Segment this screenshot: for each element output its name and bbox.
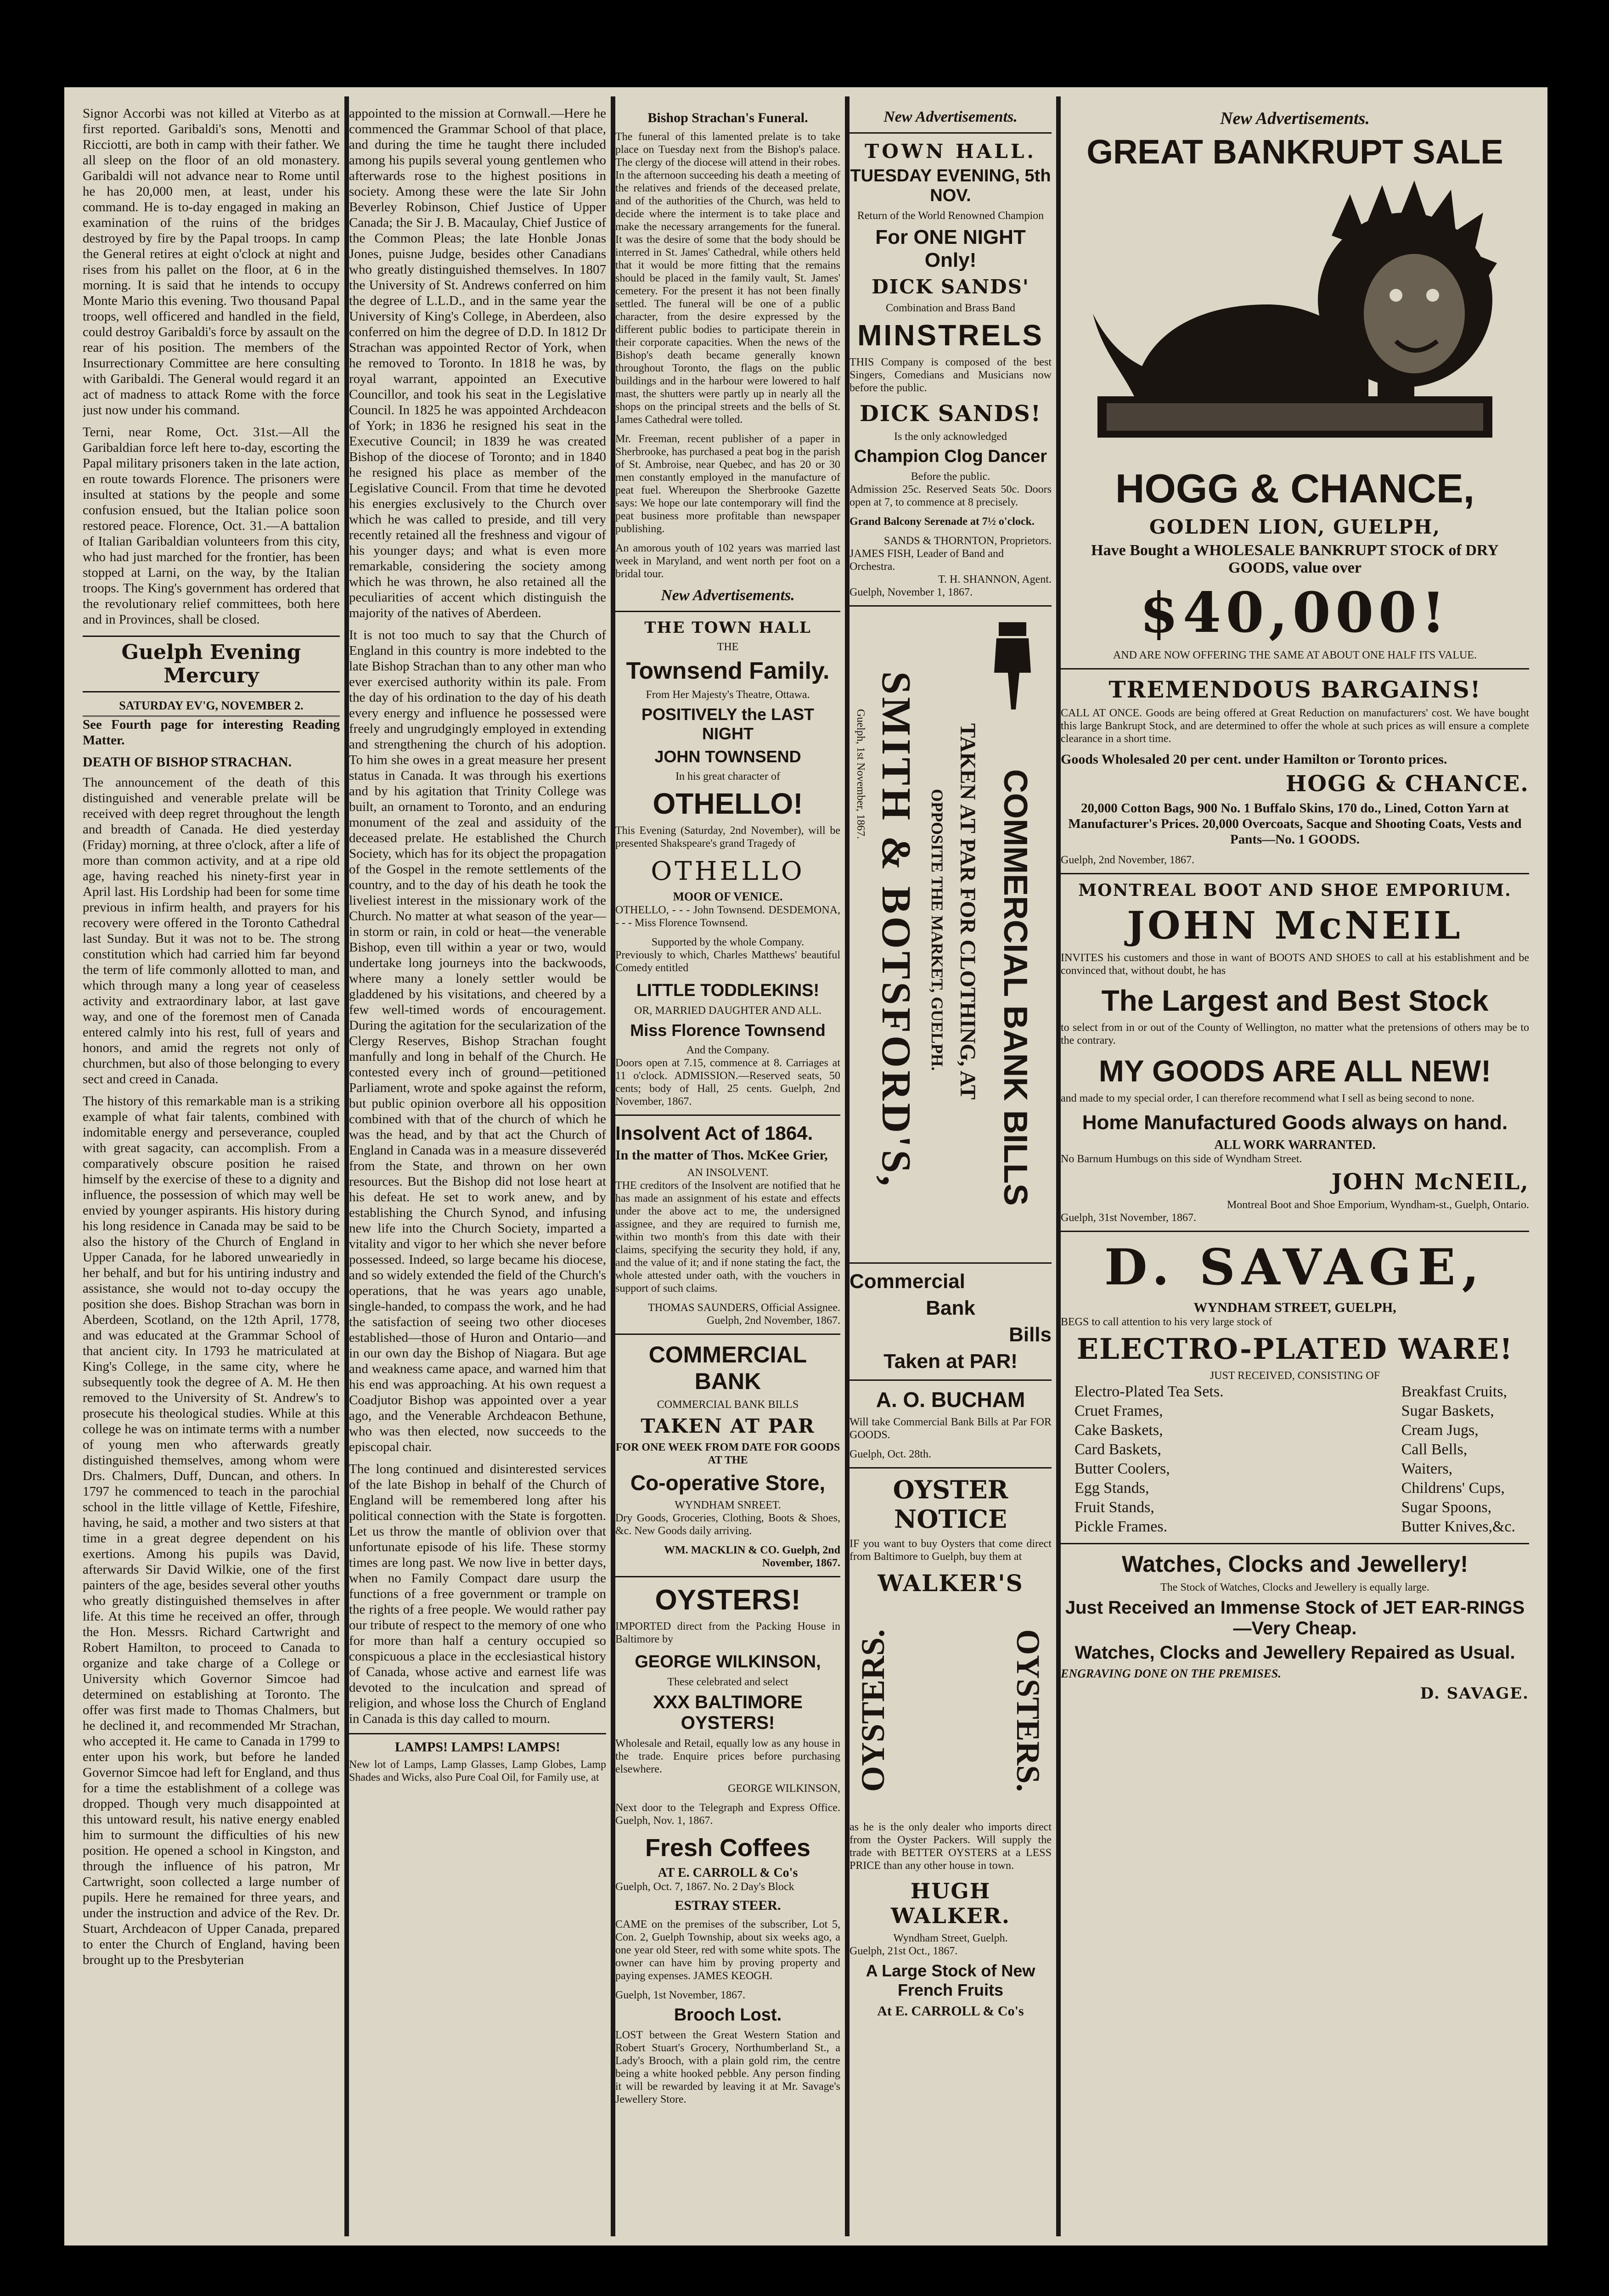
florence-news: Terni, near Rome, Oct. 31st.—All the Garibaldian force left here to-day, escorting the Papal military prisoners taken in the late action, en route towards Florence. The prisoners were insulted at stations by the people and some confusion ensued, but the Italian police soon restored peace. Florence, Oct. 31.—A battalion of Italian Garibaldian volunteers from this city, who had just marched for the frontier, has been stopped at Larni, on the way, by the Italian troops. The King's government has ordered that the revolutionary relief committees, both here and in Provinces, shall be closed. bbox=[83, 425, 340, 627]
little-toddlekins: LITTLE TODDLEKINS! bbox=[636, 981, 820, 1000]
list-item: Electro-Plated Tea Sets. bbox=[1075, 1383, 1224, 1400]
combination: Combination and Brass Band bbox=[886, 302, 1015, 314]
new-ads-heading: New Advertisements. bbox=[883, 108, 1018, 125]
dry-goods: Dry Goods, Groceries, Clothing, Boots & Shoes, &c. New Goods daily arriving. bbox=[615, 1512, 840, 1537]
xxx-baltimore: XXX BALTIMORE OYSTERS! bbox=[653, 1692, 803, 1733]
cb-bills: COMMERCIAL BANK BILLS bbox=[657, 1399, 799, 1411]
insolvent-act: Insolvent Act of 1864. bbox=[615, 1122, 813, 1144]
golden-lion: GOLDEN LION, GUELPH, bbox=[1149, 516, 1441, 538]
death-article-p1: The announcement of the death of this distinguished and venerable prelate will be received with deep regret throughout the length and breadth of Canada. He died yesterday (Friday) morning, at three o'clock, after a life of more than common activity, and at a ripe old age, having reached his ninety-first year in April last. His Lordship had been for some time previous in infirm health, and prayers for his recovery were offered in the Toronto Cathedral last Sunday. But it was not to be. The strong constitution which had carried him far beyond the term of life commonly allotted to man, and which through many a long year of ceaseless activity and extraordinary labor, at last gave way, and one of the foremost men of Canada entered calmly into his rest, full of years and honors, and amid the regrets not only of churchmen, but also of those belonging to every sect and creed in Canada. bbox=[83, 775, 340, 1086]
garibaldi-news: Signor Accorbi was not killed at Viterbo as at first reported. Garibaldi's sons, Menotti and Ricciotti, are both in camp with their father. We all sleep on the floor of an old monastery. Garibaldi will not advance near to Rome until he has 20,000 men, at least, under his command. He is to-day engaged in making an examination of the ruins of the bridges destroyed by fire by the Papal troops. In camp the General retires at eight o'clock at night and rises from his pallet on the floor, at 6 in the morning. It is said that he intends to occupy Monte Mario this evening. Two thousand Papal troops, well officered and handled in the field, could destroy Garibaldi's force by assault on the rear of his position. The members of the Insurrectionary Committee are here consulting with Garibaldi. The General would regard it an act of madness to attack Rome with the force just now under his command. bbox=[83, 106, 340, 417]
funeral-headline: Bishop Strachan's Funeral. bbox=[647, 110, 808, 125]
column-5 bbox=[1061, 106, 1529, 2227]
special-order: and made to my special order, I can therefore recommend what I sell as being second to none. bbox=[1061, 1092, 1474, 1104]
wholesaled: Goods Wholesaled 20 per cent. under Hamilton or Toronto prices. bbox=[1061, 752, 1447, 767]
list-item: Cake Baskets, bbox=[1075, 1422, 1163, 1439]
see-fourth-page: See Fourth page for interesting Reading Matter. bbox=[83, 717, 340, 748]
list-item: Call Bells, bbox=[1401, 1441, 1468, 1458]
list-item: Fruit Stands, bbox=[1075, 1499, 1154, 1516]
hogg-chance-signature: HOGG & CHANCE. bbox=[1285, 771, 1529, 797]
death-article-p2: The history of this remarkable man is a striking example of what fair talents, combined with indomitable energy and perseverance, coupled with great sagacity, can accomplish. From a comparatively obscure position he raised himself by the exercise of these to a dignity and influence, the possession of which may well be envied by younger aspirants. His history during his long residence in Canada may be said to be also the history of the Church of England in Upper Canada, for he labored unweariedly in her behalf, and but for his untiring industry and assistance, she would not to-day occupy the position she does. Bishop Strachan was born in Aberdeen, Scotland, on the 12th April, 1778, and was educated at the Grammar School of that ancient city. In 1793 he matriculated at King's College, in the same city, where he subsequently took the degree of A. M. He then removed to the University of St. Andrew's to prosecute his theological studies. While at this college he was on intimate terms with a number of young men who afterwards greatly distinguished themselves, among whom were Drs. Chalmers, Duff, Duncan, and others. In 1797 he commenced to teach in the parochial school in the little village of Kettle, Fifeshire, having, he said, a mother and two sisters at that time in a great degree dependent on his exertions. Among his pupils was David, afterwards Sir David Wilkie, one of the first painters of the age, besides several other youths who greatly distinguished themselves in after life. At this time he received an offer, through the Hon. Messrs. Richard Cartwright and Robert Hamilton, to proceed to Canada to organize and take charge of a College or University which Governor Simcoe had determined on establishing at Toronto. The offer was first made to Thomas Chalmers, but he declined it, and recommended Mr Strachan, who accepted it. He came to Canada in 1799 to enter upon his work, but before he landed Governor Simcoe had left for England, and thus for a time the establishment of a college was dropped. Though very much disappointed at this untoward result, his native energy enabled him to surmount the difficulties of his new position. He opened a school in Kingston, and through the influence of his patron, Mr Cartwright, soon collected a large number of pupils. Here he remained for three years, and under the instruction and advice of the Rev. Dr. Stuart, Archdeacon of Upper Canada, prepared to enter the Church of England, having been brought up to the Presbyterian bbox=[83, 1094, 340, 1967]
estray-date: Guelph, 1st November, 1867. bbox=[615, 1989, 745, 2001]
wyndham-street: WYNDHAM SNREET. bbox=[675, 1499, 781, 1511]
oyster-text: IF you want to buy Oysters that come direct from Baltimore to Guelph, buy them at bbox=[850, 1538, 1052, 1563]
column-rule bbox=[611, 96, 615, 2236]
bucham-date: Guelph, Oct. 28th. bbox=[850, 1448, 931, 1460]
goods-all-new: MY GOODS ARE ALL NEW! bbox=[1098, 1054, 1491, 1088]
hc-date: Guelph, 2nd November, 1867. bbox=[1061, 854, 1194, 866]
town-hall-heading: THE TOWN HALL bbox=[644, 619, 811, 637]
minstrels-heading: MINSTRELS bbox=[857, 319, 1044, 352]
watches-heading: Watches, Clocks and Jewellery! bbox=[1121, 1551, 1468, 1577]
celebrated: These celebrated and select bbox=[667, 1676, 788, 1688]
electro-items-left bbox=[1075, 1382, 1224, 1536]
great-character: In his great character of bbox=[675, 771, 780, 782]
oysters-vertical-left: OYSTERS. bbox=[855, 1629, 891, 1792]
admission: Admission 25c. Reserved Seats 50c. Doors open at 7, to commence at 8 precisely. bbox=[850, 484, 1052, 508]
tuesday-evening: TUESDAY EVENING, 5th NOV. bbox=[850, 166, 1051, 205]
newspaper-masthead: Guelph Evening Mercury bbox=[83, 636, 340, 692]
to-select: to select from in or out of the County of Wellington, no matter what the pretensions of others may be to the contrary. bbox=[1061, 1022, 1529, 1047]
electro-plated: ELECTRO-PLATED WARE! bbox=[1076, 1332, 1513, 1366]
strachan-article-p4: It is not too much to say that the Church of England in this country is more indebted to the late Bishop Strachan than to any other man who ever exercised authority within its pale. From the day of his ordination to the day of his death every energy and influence he possessed were freely and ungrudgingly employed in extending and strengthening the church of his adoption. To him she owes in a great measure her present status in Canada. It was through his exertions and by his agitation that Trinity College was built, an ornament to Toronto, and an enduring monument of the zeal and assiduity of the deceased prelate. He established the Church Society, which has for its object the propagation of the Gospel in the remote settlements of the country, and to the day of his death he took the liveliest interest in the missionary work of the Church. No matter at what season of the year—in storm or rain, in cold or heat—the venerable Bishop, even till within a year or two, would undertake long journeys into the backwoods, where many a lonely settler would be gladdened by his visitations, and cheered by a few well-timed words of encouragement. During the agitation for the secularization of the Clergy Reserves, Bishop Strachan fought manfully and long in behalf of the Church. He contested every inch of ground—petitioned Parliament, wrote and spoke against the reform, but public opinion overbore all his opposition combined with that of the church of which he was the head, and by that act the Church of England in Canada was in a measure disseveréd from the State, and thrown on her own resources. But the Bishop did not lose heart at his defeat. He set to work anew, and by establishing the Church Synod, and infusing new life into the Church Society, imparted a vitality and vigor to her which she never before possessed. Indeed, so large became his diocese, and so widely extended the field of the Church's operations, that he was years ago unable, single-handed, to compass the work, and he had the satisfaction of seeing two other dioceses established—those of Huron and Ontario—and in our own day the Bishop of Niagara. But age and weakness came apace, and warned him that his end was approaching. At his own request a Coadjutor Bishop was appointed over a year ago, and the Venerable Archdeacon Bethune, who was then elected, now succeeds to the episcopal chair. bbox=[349, 628, 606, 1454]
walker-date: Guelph, 21st Oct., 1867. bbox=[850, 1945, 958, 1957]
list-item: Pickle Frames. bbox=[1075, 1518, 1168, 1535]
previously: Previously to which, Charles Matthews' beautiful Comedy entitled bbox=[615, 949, 840, 974]
list-item: Egg Stands, bbox=[1075, 1480, 1149, 1497]
from-theatre: From Her Majesty's Theatre, Ottawa. bbox=[646, 689, 810, 701]
bucham-heading: A. O. BUCHAM bbox=[876, 1388, 1025, 1412]
champion-clog: Champion Clog Dancer bbox=[854, 447, 1047, 466]
brooch-lost: Brooch Lost. bbox=[674, 2005, 782, 2025]
electro-items-right bbox=[1401, 1382, 1515, 1536]
dick-sands-name: DICK SANDS! bbox=[860, 401, 1041, 427]
insolvent-text: THE creditors of the Insolvent are notified that he has made an assignment of his estate and effects under the above act to me, the undersigned assignee, and they are required to furnish me, within two month's from this date with their claims, specifying the security they hold, if any, and the value of it; and if none stating the fact, the whole attested under oath, with the vouchers in support of such claims. bbox=[615, 1180, 840, 1294]
positively-last-night: POSITIVELY the LAST NIGHT bbox=[641, 705, 815, 743]
moor-of-venice: MOOR OF VENICE. bbox=[673, 890, 783, 903]
lamps-text: New lot of Lamps, Lamp Glasses, Lamp Globes, Lamp Shades and Wicks, also Pure Coal Oil, for Family use, at bbox=[349, 1759, 606, 1784]
list-item: Butter Knives,&c. bbox=[1401, 1518, 1515, 1535]
divider bbox=[850, 1262, 1052, 1264]
engraving: ENGRAVING DONE ON THE PREMISES. bbox=[1061, 1667, 1281, 1680]
estray-text: CAME on the premises of the subscriber, Lot 5, Con. 2, Guelph Township, about six weeks ago, a one year old Steer, red with some white spots. The owner can have him by proving property and paying expenses. JAMES KEOGH. bbox=[615, 1919, 840, 1982]
fresh-coffees: Fresh Coffees bbox=[645, 1834, 811, 1862]
this-evening: This Evening (Saturday, 2nd November), will be presented Shakspeare's grand Tragedy of bbox=[615, 825, 840, 850]
divider bbox=[615, 1334, 840, 1335]
home-manufactured: Home Manufactured Goods always on hand. bbox=[1082, 1111, 1508, 1134]
walker-street: Wyndham Street, Guelph. bbox=[893, 1932, 1008, 1944]
carroll-fruits: At E. CARROLL & Co's bbox=[877, 2003, 1024, 2019]
column-3 bbox=[615, 106, 840, 2227]
dick-sands-heading: DICK SANDS' bbox=[872, 276, 1030, 298]
column-rule bbox=[1056, 96, 1061, 2236]
divider bbox=[615, 1114, 840, 1116]
before-public: Before the public. bbox=[911, 471, 990, 483]
commercial-bank-bills-vertical: COMMERCIAL BANK BILLS bbox=[997, 769, 1034, 1206]
jet-ear-rings: Just Received an Immense Stock of JET EAR-RINGS—Very Cheap. bbox=[1065, 1598, 1525, 1638]
list-item: Cream Jugs, bbox=[1401, 1422, 1479, 1439]
bucham-text: Will take Commercial Bank Bills at Par FOR GOODS. bbox=[850, 1416, 1052, 1441]
othello-heading: OTHELLO! bbox=[653, 787, 803, 820]
no-barnum: No Barnum Humbugs on this side of Wyndham Street. bbox=[1061, 1153, 1302, 1165]
stock-large: The Stock of Watches, Clocks and Jewellery is equally large. bbox=[1160, 1581, 1429, 1593]
serenade: Grand Balcony Serenade at 7½ o'clock. bbox=[850, 516, 1035, 528]
bankrupt-sale: GREAT BANKRUPT SALE bbox=[1086, 133, 1503, 171]
work-warranted: ALL WORK WARRANTED. bbox=[1214, 1138, 1376, 1152]
have-bought: Have Bought a WHOLESALE BANKRUPT STOCK of DRY GOODS, value over bbox=[1091, 542, 1499, 576]
invites: INVITES his customers and those in want of BOOTS AND SHOES to call at his establishment and be convinced that, without doubt, he has bbox=[1061, 952, 1529, 977]
divider bbox=[1061, 1543, 1529, 1544]
george-wilkinson: GEORGE WILKINSON, bbox=[635, 1652, 821, 1671]
pointing-hand-icon bbox=[987, 622, 1038, 714]
divider bbox=[850, 132, 1052, 134]
dateline: SATURDAY EV'G, NOVEMBER 2. bbox=[83, 696, 340, 717]
column-rule bbox=[344, 96, 349, 2236]
savage-signature: D. SAVAGE. bbox=[1420, 1684, 1529, 1703]
wholesale-retail: Wholesale and Retail, equally low as any house in the trade. Enquire prices before purchasing elsewhere. bbox=[615, 1738, 840, 1775]
one-night-only: For ONE NIGHT Only! bbox=[875, 226, 1026, 271]
doors-open: Doors open at 7.15, commence at 8. Carriages at 11 o'clock. ADMISSION.—Reserved seats, 50 cents; body of Hall, 25 cents. Guelph, 2nd November, 1867. bbox=[615, 1057, 840, 1108]
amorous-text: An amorous youth of 102 years was married last week in Maryland, and went north per foot on a bridal tour. bbox=[615, 542, 840, 580]
taken-at-par: TAKEN AT PAR bbox=[641, 1415, 815, 1437]
proprietors: SANDS & THORNTON, Proprietors. bbox=[883, 535, 1052, 547]
new-ads-heading: New Advertisements. bbox=[661, 587, 795, 604]
commercial-bank-heading: COMMERCIAL BANK bbox=[648, 1342, 807, 1394]
coop-store: Co-operative Store, bbox=[630, 1471, 826, 1495]
largest-stock: The Largest and Best Stock bbox=[1101, 984, 1489, 1017]
mcneil-date: Guelph, 31st November, 1867. bbox=[1061, 1212, 1196, 1224]
othello-title: OTHELLO bbox=[651, 856, 805, 886]
list-item: Waiters, bbox=[1401, 1460, 1453, 1477]
call-at-once: CALL AT ONCE. Goods are being offered at Great Reduction on manufacturers' cost. We have bought this large Bankrupt Stock, and are determined to offer the whole at such prices as will ensure a complete clearance in a short time. bbox=[1061, 707, 1529, 745]
estray-heading: ESTRAY STEER. bbox=[675, 1898, 781, 1913]
vert-date: Guelph, 1st November, 1867. bbox=[855, 709, 866, 839]
list-item: Breakfast Cruits, bbox=[1401, 1383, 1508, 1400]
list-item: Sugar Baskets, bbox=[1401, 1402, 1494, 1419]
and-company: And the Company. bbox=[686, 1044, 770, 1056]
oysters-vertical-block bbox=[850, 1600, 1052, 1821]
agent: T. H. SHANNON, Agent. bbox=[938, 574, 1052, 585]
imported: IMPORTED direct from the Packing House in Baltimore by bbox=[615, 1621, 840, 1645]
guelph-date: Guelph, November 1, 1867. bbox=[850, 586, 973, 598]
insolvent-matter: In the matter of Thos. McKee Grier, bbox=[615, 1148, 828, 1163]
town-hall-heading: TOWN HALL. bbox=[865, 140, 1036, 163]
repaired: Watches, Clocks and Jewellery Repaired as Usual. bbox=[1075, 1643, 1515, 1663]
cb-taken-at-par: Taken at PAR! bbox=[883, 1350, 1018, 1373]
walkers-heading: WALKER'S bbox=[878, 1570, 1024, 1597]
death-headline: DEATH OF BISHOP STRACHAN. bbox=[83, 754, 292, 770]
married-daughter: OR, MARRIED DAUGHTER AND ALL. bbox=[634, 1005, 821, 1017]
band-leader: JAMES FISH, Leader of Band and Orchestra. bbox=[850, 548, 1004, 573]
miss-florence: Miss Florence Townsend bbox=[630, 1021, 826, 1040]
new-ads-heading: New Advertisements. bbox=[1220, 109, 1370, 128]
cast-list: OTHELLO, - - - John Townsend. DESDEMONA, - - - Miss Florence Townsend. bbox=[615, 904, 840, 929]
strachan-article-p5: The long continued and disinterested services of the late Bishop in behalf of the Church of England will be remembered long after his political connection with the State is forgotten. Let us throw the mantle of oblivion over that unfortunate episode of his life. These stormy times are long past. We now live in better days, when no Family Compact dare usurp the functions of a free government or trample on the rights of a free people. We would rather pay our tribute of respect to the memory of one who for more than half a century occupied so conspicuous a place in the ecclesiastical history of Canada, whose active and earnest life was devoted to the inculcation and spread of religion, and whose loss the Church of England in Canada is this day called to mourn. bbox=[349, 1462, 606, 1726]
begs-attention: BEGS to call attention to his very large stock of bbox=[1061, 1316, 1272, 1328]
smith-botsford-ad bbox=[850, 613, 1052, 1256]
column-2 bbox=[349, 106, 606, 2227]
just-received: JUST RECEIVED, CONSISTING OF bbox=[1210, 1370, 1380, 1382]
oysters-vertical-right: OYSTERS. bbox=[1010, 1629, 1046, 1792]
column-1 bbox=[83, 106, 340, 2227]
next-door: Next door to the Telegraph and Express Office. Guelph, Nov. 1, 1867. bbox=[615, 1802, 840, 1827]
macklin-signature: WM. MACKLIN & CO. Guelph, 2nd November, 1867. bbox=[664, 1544, 840, 1569]
list-item: Sugar Spoons, bbox=[1401, 1499, 1492, 1516]
return-champion: Return of the World Renowned Champion bbox=[857, 210, 1044, 222]
oyster-notice: OYSTER NOTICE bbox=[893, 1475, 1008, 1534]
mcneil-signature: JOHN McNEIL, bbox=[1331, 1169, 1529, 1195]
company-description: THIS Company is composed of the best Singers, Comedians and Musicians now before the public. bbox=[850, 356, 1052, 394]
list-item: Cruet Frames, bbox=[1075, 1402, 1163, 1419]
divider bbox=[1061, 873, 1529, 874]
hogg-chance-heading: HOGG & CHANCE, bbox=[1115, 466, 1475, 511]
hugh-walker: HUGH WALKER. bbox=[890, 1879, 1011, 1928]
divider bbox=[850, 1379, 1052, 1381]
wilkinson-signature: GEORGE WILKINSON, bbox=[728, 1783, 840, 1795]
cb-bank: Bank bbox=[926, 1297, 975, 1319]
list-item: Childrens' Cups, bbox=[1401, 1480, 1505, 1497]
divider bbox=[850, 1467, 1052, 1469]
freeman-text: Mr. Freeman, recent publisher of a paper in Sherbrooke, has purchased a peat bog in the parish of St. Ambroise, near Quebec, and has 20 or 30 men constantly employed in the manufacture of peat fuel. Whereupon the Sherbrooke Gazette says: We hope our late contemporary will find the peat business more profitable than newspaper publishing. bbox=[615, 433, 840, 535]
mcneil-address: Montreal Boot and Shoe Emporium, Wyndham-st., Guelph, Ontario. bbox=[1226, 1199, 1529, 1211]
divider bbox=[349, 1733, 606, 1734]
divider bbox=[615, 1576, 840, 1577]
carroll-heading: AT E. CARROLL & Co's bbox=[658, 1866, 798, 1880]
townsend-family: Townsend Family. bbox=[626, 658, 830, 684]
newspaper-page bbox=[64, 87, 1547, 2245]
list-item: Card Baskets, bbox=[1075, 1441, 1161, 1458]
electro-items bbox=[1061, 1382, 1529, 1536]
french-fruits: A Large Stock of New French Fruits bbox=[866, 1961, 1035, 1999]
walker-text: as he is the only dealer who imports direct from the Oyster Packers. Will supply the trade with BETTER OYSTERS at a LESS PRICE than any other house in town. bbox=[850, 1821, 1052, 1872]
john-townsend: JOHN TOWNSEND bbox=[654, 747, 801, 766]
carroll-date: Guelph, Oct. 7, 1867. No. 2 Day's Block bbox=[615, 1881, 794, 1893]
forty-thousand: $40,000! bbox=[1140, 580, 1450, 645]
divider bbox=[1061, 668, 1529, 670]
d-savage: D. SAVAGE, bbox=[1104, 1238, 1486, 1296]
list-item: Butter Coolers, bbox=[1075, 1460, 1170, 1477]
an-insolvent: AN INSOLVENT. bbox=[687, 1167, 769, 1179]
lamps-headline: LAMPS! LAMPS! LAMPS! bbox=[395, 1739, 560, 1755]
cotton-bags: 20,000 Cotton Bags, 900 No. 1 Buffalo Skins, 170 do., Lined, Cotton Yarn at Manufacturer's Prices. 20,000 Overcoats, Sacque and Shooting Coats, Vests and Pants—No. 1 GOODS. bbox=[1068, 801, 1522, 847]
tremendous-bargains: TREMENDOUS BARGAINS! bbox=[1108, 676, 1481, 703]
funeral-text: The funeral of this lamented prelate is to take place on Tuesday next from the Bishop's palace. The clergy of the diocese will attend in their robes. In the afternoon succeeding his death a meeting of the relatives and friends of the deceased prelate, and of the authorities of the Church, was held to decide where the interment is to take place and make the necessary arrangements for the funeral. It was the desire of some that the body should be interred in St. James' Cathedral, while others held that it would be more fitting that the remains should be placed in the family vault, St. James' cemetery. For the present it has not been finally settled. The funeral will be one of a public character, from the desire expressed by the different public bodies to participate therein in their corporate capacities. When the news of the Bishop's death became generally known throughout Toronto, the flags on the public buildings and in the harbour were lowered to half mast, the shutters were partly up in nearly all the shops on the principal streets and the bells of St. James Cathedral were tolled. bbox=[615, 131, 840, 426]
column-4 bbox=[850, 106, 1052, 2227]
divider bbox=[850, 605, 1052, 607]
taken-at-par-clothing: TAKEN AT PAR FOR CLOTHING, AT bbox=[956, 723, 980, 1100]
john-mcneil: JOHN McNEIL bbox=[1127, 904, 1463, 948]
oysters-heading: OYSTERS! bbox=[655, 1584, 801, 1616]
brooch-text: LOST between the Great Western Station and Robert Stuart's Grocery, Northumberland St., a Lady's Brooch, with a plain gold rim, the centre being a white hooked pebble. Any person finding it will be rewarded by leaving it at Mr. Savage's Jewellery Store. bbox=[615, 2029, 840, 2105]
strachan-article-p3: appointed to the mission at Cornwall.—Here he commenced the Grammar School of that place, and during the time he taught there included among his pupils several young gentlemen who afterwards rose to the highest positions in society. Among these were the late Sir John Beverley Robinson, Chief Justice of Upper Canada; the Sir J. B. Macaulay, Chief Justice of the Common Pleas; the late Honble Jonas Jones, puisne Judge, besides other Canadians who greatly distinguished themselves. In 1807 the University of St. Andrews conferred on him the degree of L.L.D., and in the same year the University of King's College, in Aberdeen, also conferred on him the degree of D.D. In 1812 Dr Strachan was appointed Rector of York, when he removed to Toronto. In 1818 he was, by royal warrant, appointed an Executive Councillor, and took his seat in the Legislative Council. In 1825 he was appointed Archdeacon of York; in 1836 he resigned his seat in the Executive Council; in 1839 he was created Bishop of the diocese of Toronto; and in 1840 he resigned his place as member of the Legislative Council. From that time he devoted his energies exclusively to the Church over which he was called to preside, and till very recently retained all the freshness and vigour of his younger days; and what is even more remarkable, considering the society among which he was thrown, he also retained all the peculiarities of accent which distinguish the majority of the natives of Aberdeen. bbox=[349, 106, 606, 620]
supported-by: Supported by the whole Company. bbox=[651, 936, 804, 948]
opposite-market: OPPOSITE THE MARKET, GUELPH. bbox=[928, 789, 946, 1071]
golden-lion-icon bbox=[1075, 176, 1515, 461]
montreal-emporium: MONTREAL BOOT AND SHOE EMPORIUM. bbox=[1078, 881, 1512, 900]
column-rule bbox=[845, 96, 850, 2236]
cb-bills: Bills bbox=[1009, 1323, 1052, 1346]
savage-street: WYNDHAM STREET, GUELPH, bbox=[1193, 1300, 1396, 1315]
divider bbox=[1061, 1231, 1529, 1232]
the-label: THE bbox=[717, 641, 739, 653]
one-week: FOR ONE WEEK FROM DATE FOR GOODS AT THE bbox=[615, 1441, 840, 1466]
smith-botsford: SMITH & BOTSFORD'S, bbox=[873, 671, 919, 1189]
offering: AND ARE NOW OFFERING THE SAME AT ABOUT ONE HALF ITS VALUE. bbox=[1113, 649, 1477, 661]
acknowledged: Is the only acknowledged bbox=[894, 431, 1007, 443]
saunders-signature: THOMAS SAUNDERS, Official Assignee. Guelph, 2nd November, 1867. bbox=[648, 1302, 840, 1327]
divider bbox=[615, 611, 840, 612]
cb-commercial: Commercial bbox=[850, 1270, 965, 1293]
